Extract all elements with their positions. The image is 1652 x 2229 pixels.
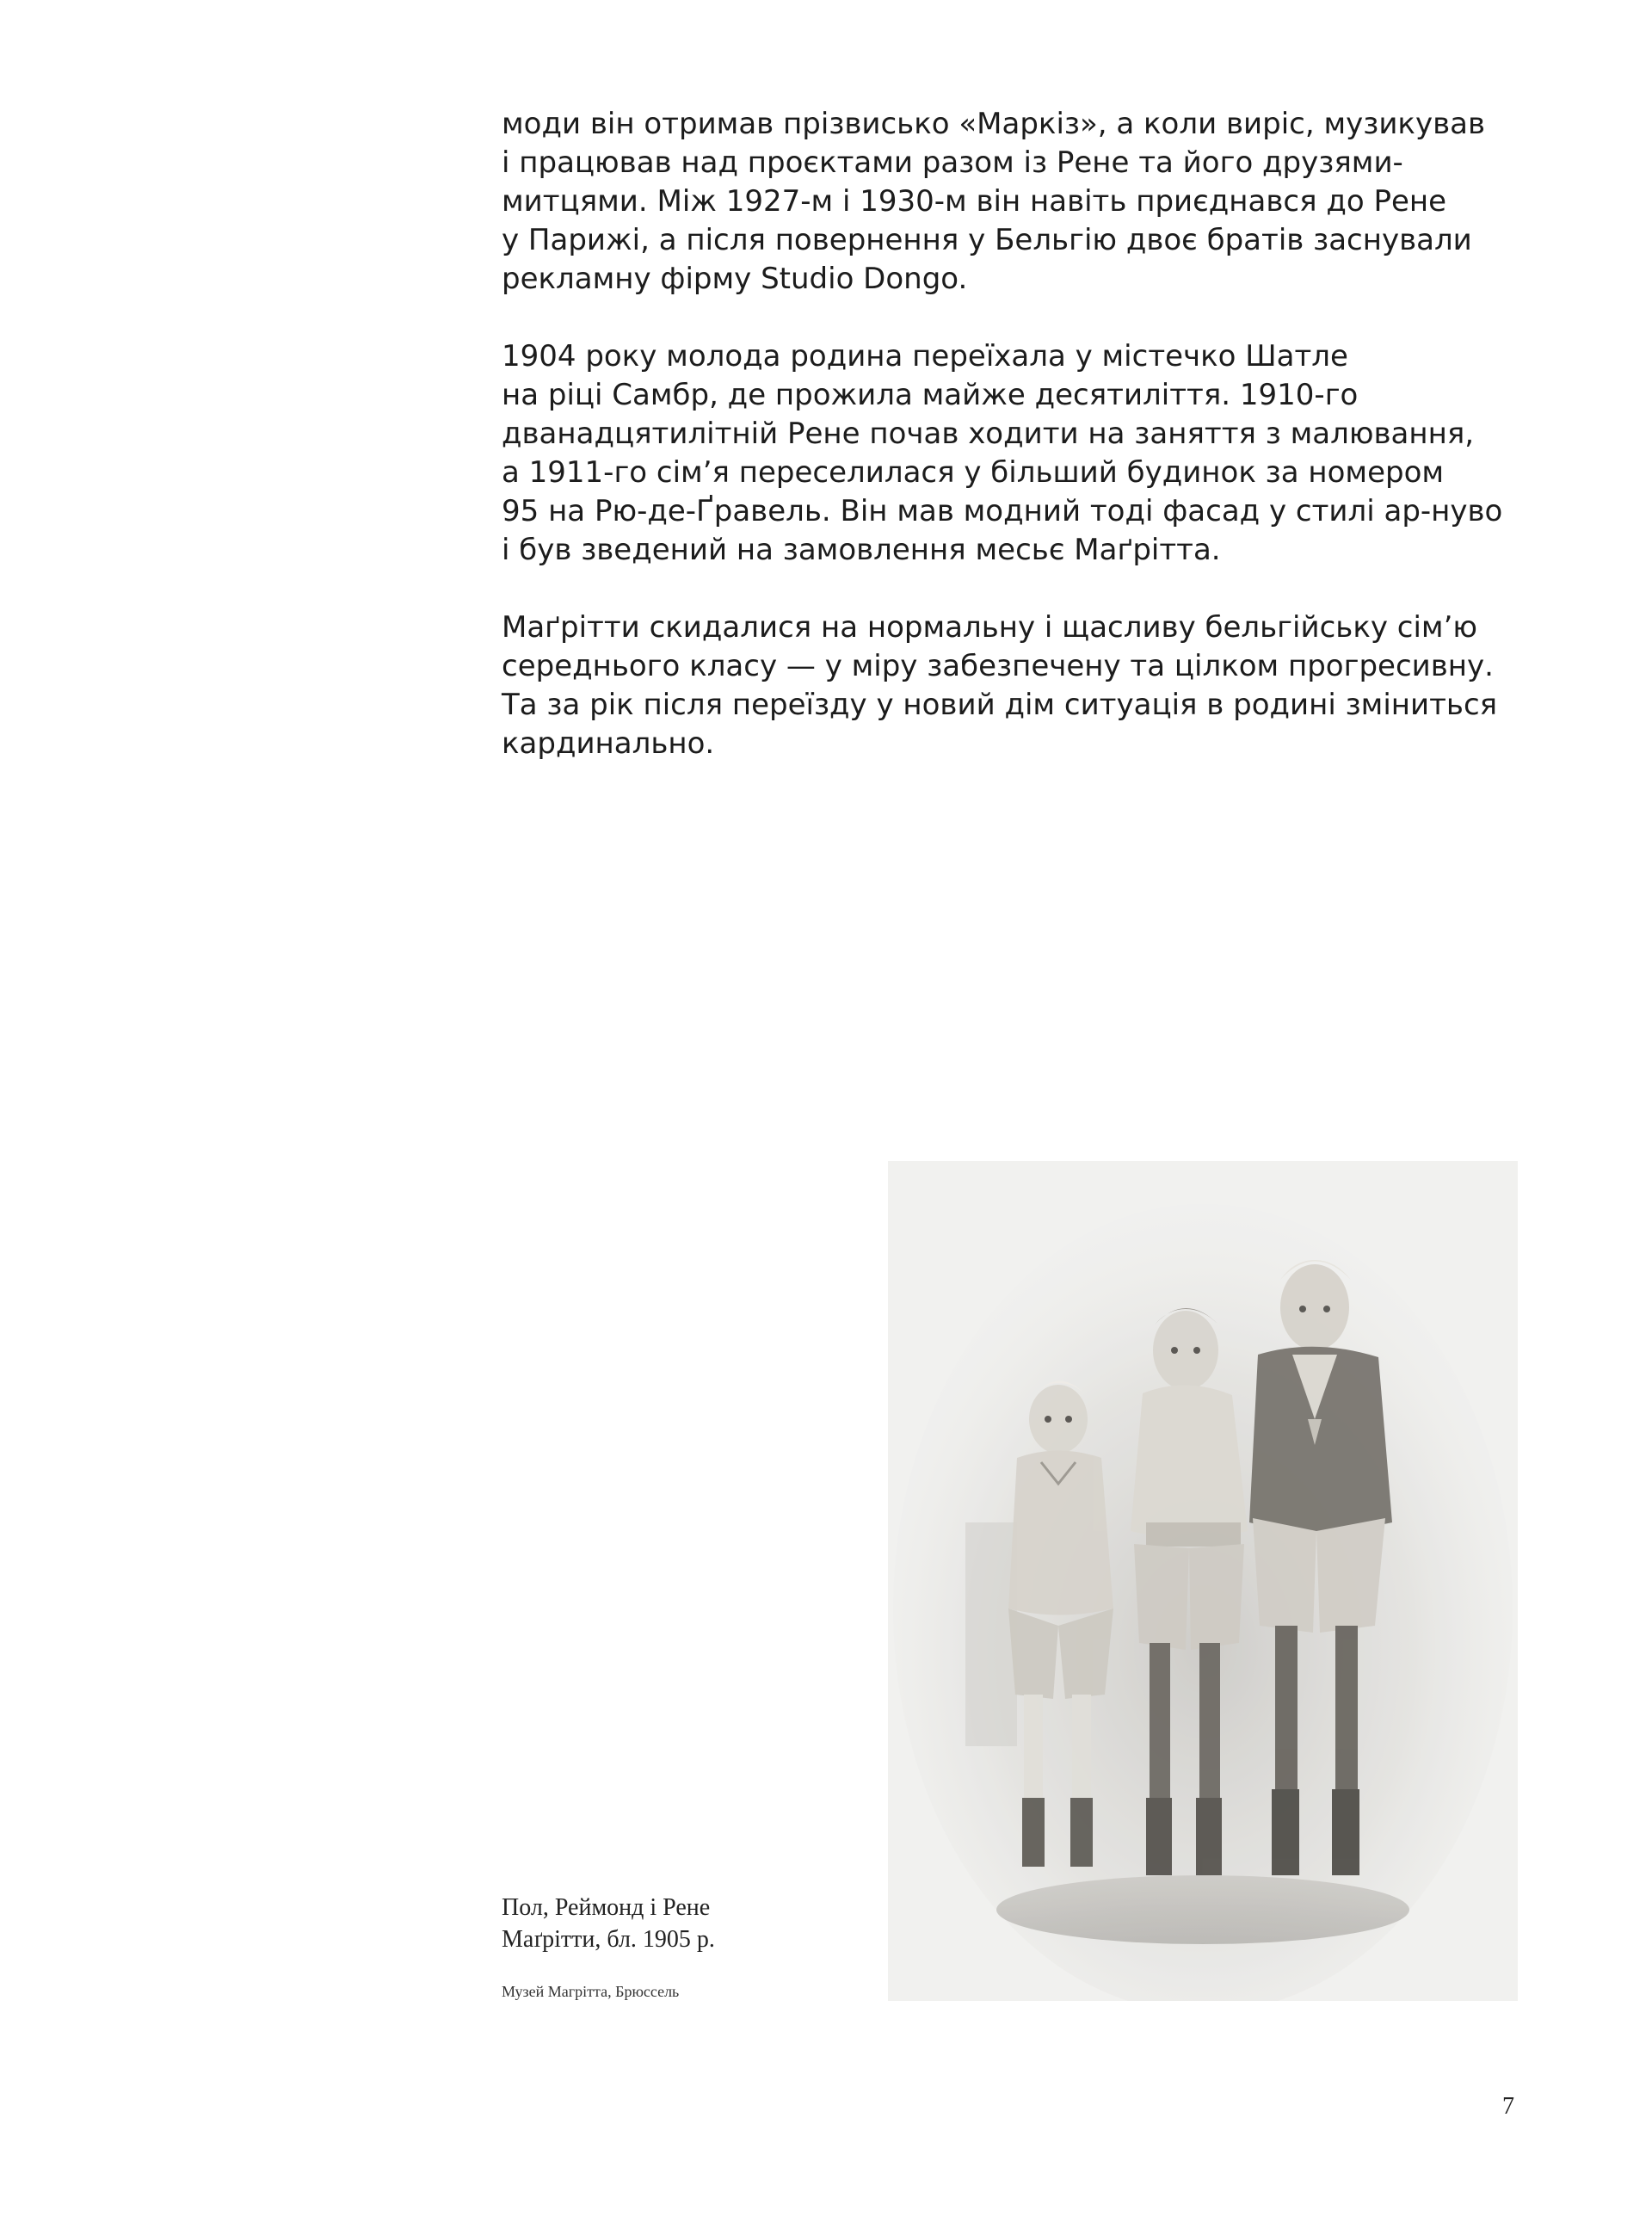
text-line: 95 на Рю-де-Ґравель. Він мав модний тоді фасад у стилі ар-нуво bbox=[502, 494, 1503, 528]
paragraph-3 bbox=[502, 608, 1526, 763]
text-line: рекламну фірму Studio Dongo. bbox=[502, 262, 968, 296]
text-line: 1904 року молода родина переїхала у містечко Шатле bbox=[502, 339, 1348, 374]
photo-caption bbox=[502, 1892, 777, 1955]
paragraph-1 bbox=[502, 105, 1526, 299]
text-line: кардинально. bbox=[502, 726, 715, 761]
text-line: а 1911-го сім’я переселилася у більший будинок за номером bbox=[502, 455, 1445, 490]
text-line: Та за рік після переїзду у новий дім ситуація в родині зміниться bbox=[502, 688, 1498, 722]
text-line: у Парижі, а після повернення у Бельгію двоє братів заснували bbox=[502, 223, 1472, 257]
photo-illustration bbox=[888, 1161, 1518, 2001]
text-line: на ріці Самбр, де прожила майже десятиліття. 1910-го bbox=[502, 378, 1359, 412]
caption-line: Пол, Реймонд і Рене bbox=[502, 1894, 711, 1921]
caption-line: Маґрітти, бл. 1905 р. bbox=[502, 1926, 715, 1953]
paragraph-2 bbox=[502, 337, 1526, 570]
text-line: і працював над проєктами разом із Рене та його друзями- bbox=[502, 145, 1403, 180]
text-line: Маґрітти скидалися на нормальну і щасливу бельгійську сім’ю bbox=[502, 610, 1478, 645]
photo-credit: Музей Магрітта, Брюссель bbox=[502, 1983, 680, 2000]
text-line: середнього класу — у міру забезпечену та цілком прогресивну. bbox=[502, 649, 1494, 683]
text-line: моди він отримав прізвисько «Маркіз», а коли виріс, музикував bbox=[502, 107, 1485, 141]
text-line: митцями. Між 1927-м і 1930-м він навіть приєднався до Рене bbox=[502, 184, 1447, 219]
text-line: дванадцятилітній Рене почав ходити на заняття з малювання, bbox=[502, 417, 1475, 451]
page-number: 7 bbox=[1502, 2093, 1514, 2120]
body-text bbox=[502, 105, 1526, 802]
text-line: і був зведений на замовлення месьє Маґрітта. bbox=[502, 533, 1221, 567]
historical-photo bbox=[888, 1161, 1518, 2001]
